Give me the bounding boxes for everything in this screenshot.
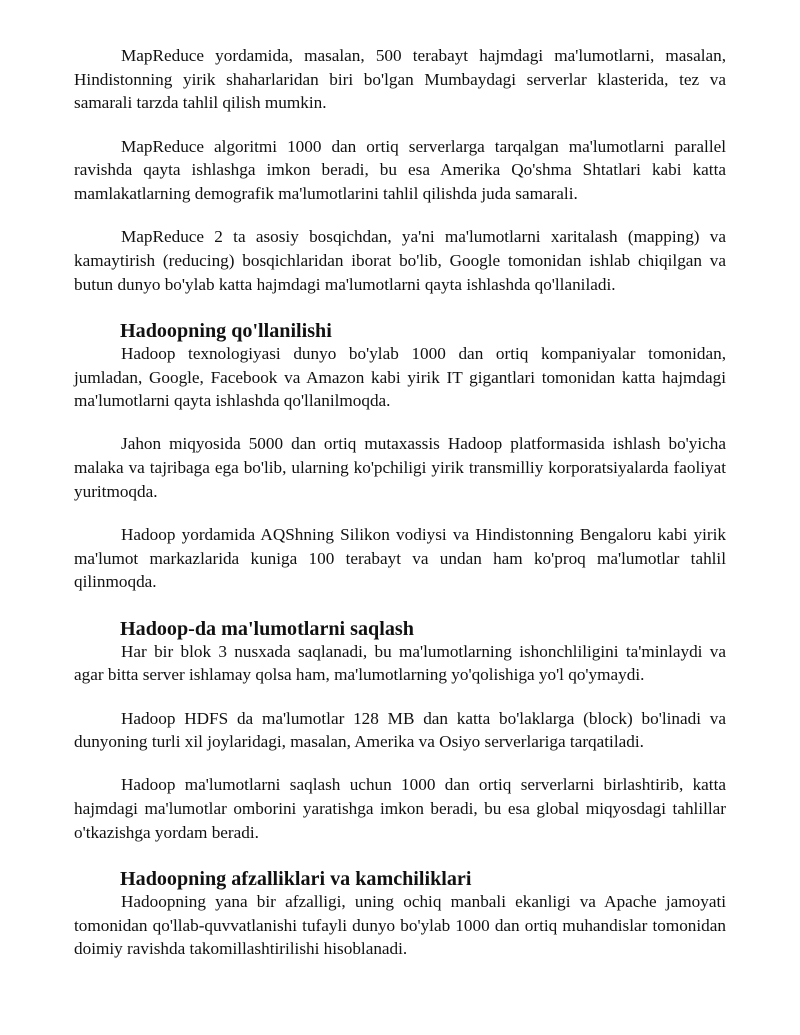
paragraph-mapreduce-stages: MapReduce 2 ta asosiy bosqichdan, ya'ni ma'lumotlarni xaritalash (mapping) va kamaytirish (reducing) bosqichlaridan iborat bo'lib, Google tomonidan ishlab chiqilgan va butun dunyo bo'ylab katta hajmdagi ma'lumotlarni qayta ishlashda qo'llaniladi. bbox=[74, 227, 726, 294]
section-heading-hadoop-usage: Hadoopning qo'llanilishi bbox=[120, 319, 332, 342]
paragraph-mapreduce-mumbai: MapReduce yordamida, masalan, 500 terabayt hajmdagi ma'lumotlarni, masalan, Hindistonning yirik shaharlaridan biri bo'lgan Mumbaydagi serverlar klasterida, tez va samarali tarzda tahlil qilish mumkin. bbox=[74, 46, 726, 113]
paragraph-hadoop-companies: Hadoop texnologiyasi dunyo bo'ylab 1000 dan ortiq kompaniyalar tomonidan, jumladan, Google, Facebook va Amazon kabi yirik IT gigantlari tomonidan katta hajmdagi ma'lumotlarni qayta ishlashda qo'llanilmoqda. bbox=[74, 343, 726, 411]
document-page bbox=[74, 44, 726, 981]
section-heading-hadoop-pros-cons: Hadoopning afzalliklari va kamchiliklari bbox=[120, 868, 472, 891]
paragraph-open-source: Hadoopning yana bir afzalligi, uning ochiq manbali ekanligi va Apache jamoyati tomonidan qo'llab-quvvatlanishi tufayli dunyo bo'ylab 1000 dan ortiq muhandislar tomonidan doimiy ravishda takomillashtirilishi hisoblanadi. bbox=[74, 892, 726, 959]
paragraph-hadoop-datacenters: Hadoop yordamida AQShning Silikon vodiysi va Hindistonning Bengaloru kabi yirik ma'lumot markazlarida kuniga 100 terabayt va undan ham ko'proq ma'lumotlar tahlil qilinmoqda. bbox=[74, 525, 726, 592]
paragraph-block-replicas: Har bir blok 3 nusxada saqlanadi, bu ma'lumotlarning ishonchliligini ta'minlaydi va agar bitta server ishlamay qolsa ham, ma'lumotlarning yo'qolishiga yo'l qo'ymaydi. bbox=[74, 641, 726, 685]
paragraph-hadoop-specialists: Jahon miqyosida 5000 dan ortiq mutaxassis Hadoop platformasida ishlash bo'yicha malaka va tajribaga ega bo'lib, ularning ko'pchiligi yirik transmilliy korporatsiyalarda faoliyat yuritmoqda. bbox=[74, 434, 726, 501]
paragraph-storage-servers: Hadoop ma'lumotlarni saqlash uchun 1000 dan ortiq serverlarni birlashtirib, katta hajmdagi ma'lumotlar omborini yaratishga imkon beradi, bu esa global miqyosdagi tahlillar o'tkazishga yordam beradi. bbox=[74, 775, 726, 842]
paragraph-hdfs-blocks: Hadoop HDFS da ma'lumotlar 128 MB dan katta bo'laklarga (block) bo'linadi va dunyoning turli xil joylaridagi, masalan, Amerika va Osiyo serverlariga tarqatiladi. bbox=[74, 708, 726, 752]
section-heading-hadoop-storage: Hadoop-da ma'lumotlarni saqlash bbox=[120, 617, 414, 640]
paragraph-mapreduce-algorithm: MapReduce algoritmi 1000 dan ortiq serverlarga tarqalgan ma'lumotlarni parallel ravishda qayta ishlashga imkon beradi, bu esa Amerika Qo'shma Shtatlari kabi katta mamlakatlarning demografik ma'lumotlarini tahlil qilishda juda samarali. bbox=[74, 136, 726, 204]
